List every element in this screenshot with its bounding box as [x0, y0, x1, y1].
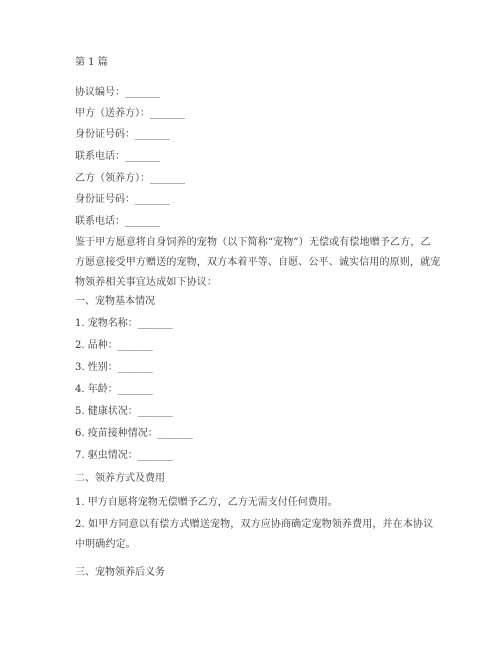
party-b-phone-field: 联系电话：_______ — [75, 216, 160, 227]
agreement-number-field: 协议编号：_______ — [75, 87, 160, 98]
intro-line: 鉴于甲方愿意将自身饲养的宠物（以下简称“宠物”）无偿或有偿地赠予乙方，乙 — [75, 237, 431, 248]
party-b-id-field: 身份证号码：_______ — [75, 194, 170, 205]
list-item: 3. 性别：_______ — [75, 362, 153, 373]
list-item: 4. 年龄：_______ — [75, 384, 153, 395]
section-1-title: 一、宠物基本情况 — [75, 296, 155, 307]
party-a-id-field: 身份证号码：_______ — [75, 129, 170, 140]
list-item: 2. 品种：_______ — [75, 340, 153, 351]
list-item: 5. 健康状况：_______ — [75, 406, 173, 417]
paragraph-line: 2. 如甲方同意以有偿方式赠送宠物，双方应协商确定宠物领养费用，并在本协议 — [75, 519, 434, 530]
party-a-phone-field: 联系电话：_______ — [75, 151, 160, 162]
intro-paragraph — [75, 233, 441, 293]
section-2-item-2 — [75, 515, 433, 555]
intro-line: 物领养相关事宜达成如下协议： — [75, 277, 218, 288]
list-item: 7. 驱虫情况：_______ — [75, 450, 173, 461]
paragraph-line: 中明确约定。 — [75, 539, 136, 550]
party-b-field: 乙方（领养方）：_______ — [75, 173, 185, 184]
list-item: 6. 疫苗接种情况：_______ — [75, 428, 193, 439]
section-heading: 第 1 篇 — [75, 57, 108, 68]
party-a-field: 甲方（送养方）：_______ — [75, 108, 185, 119]
list-item: 1. 甲方自愿将宠物无偿赠予乙方，乙方无需支付任何费用。 — [75, 497, 338, 508]
intro-line: 方愿意接受甲方赠送的宠物，双方本着平等、自愿、公平、诚实信用的原则，就宠 — [75, 257, 441, 268]
section-2-title: 二、领养方式及费用 — [75, 473, 165, 484]
list-item: 1. 宠物名称：_______ — [75, 318, 173, 329]
section-3-title: 三、宠物领养后义务 — [75, 567, 165, 578]
